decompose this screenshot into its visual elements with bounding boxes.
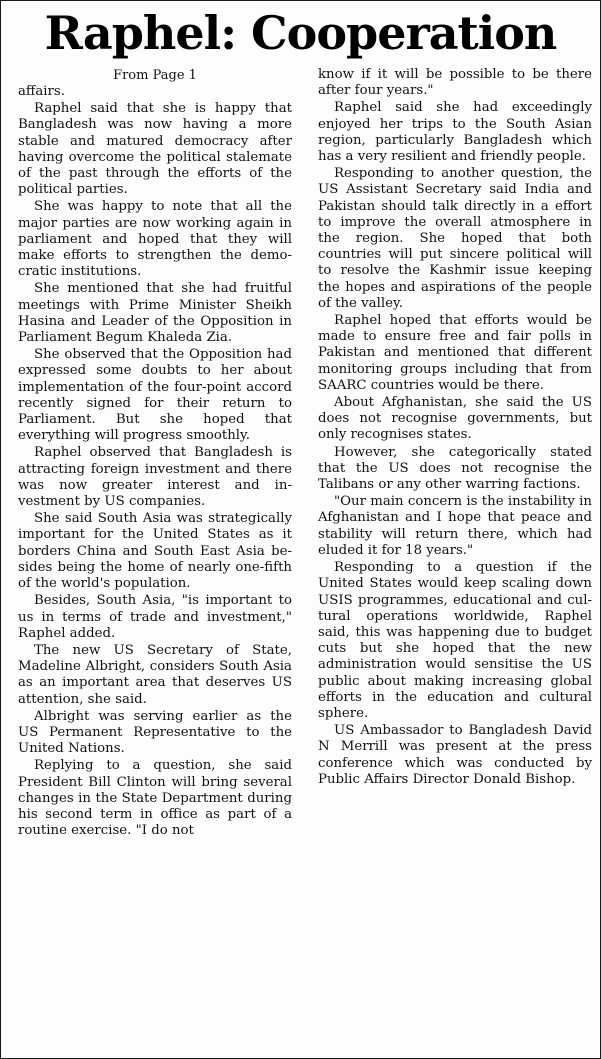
paragraph: However, she categorically stated that the US does not recognise the Talibans or any other warring factions. — [318, 444, 592, 493]
paragraph: Raphel hoped that efforts would be made to ensure free and fair polls in Pakistan and mentioned that different monitoring groups including that from SAARC countries would be there. — [318, 313, 592, 393]
paragraph: The new US Secretary of State, Madeline Albright, considers South Asia as an important area that deserves US attention, she said. — [18, 642, 292, 707]
paragraph: affairs. — [18, 84, 65, 99]
paragraph: She was happy to note that all the major parties are now working again in parliament and hoped that they will make efforts to strengthen the democratic institutions. — [18, 199, 292, 280]
jump-line: From Page 1 — [113, 68, 197, 83]
paragraph: know if it will be possible to be there after four years." — [318, 67, 592, 99]
paragraph: Besides, South Asia, "is important to us in terms of trade and investment," Raphel added. — [18, 593, 292, 641]
paragraph: Albright was serving earlier as the US Permanent Representative to the United Nations. — [18, 708, 292, 757]
paragraph: Raphel said she had exceedingly enjoyed her trips to the South Asian region, particularly Bangladesh which has a very resilient and friendly people. — [318, 100, 592, 165]
paragraph: "Our main concern is the instability in Afghanistan and I hope that peace and stability will return there, which had eluded it for 18 years." — [318, 494, 592, 558]
paragraph: She mentioned that she had fruitful meetings with Prime Minister Sheikh Hasina and Leader of the Opposition in Parliament Begum Khaleda Zia. — [18, 281, 292, 346]
left-column — [18, 67, 292, 840]
headline: Raphel: Cooperation — [44, 6, 557, 60]
right-column — [318, 67, 592, 789]
paragraph: She said South Asia was strategically important for the United States as it borders China and South East Asia besides being the home of nearly one-fifth of the world's population. — [18, 511, 292, 592]
paragraph: About Afghanistan, she said the US does not recognise governments, but only recognises states. — [318, 395, 592, 443]
paragraph: Responding to a question if the United States would keep scaling down USIS programmes, educational and cultural operations worldwide, Raphel said, this was happening due to budget cuts but she hoped that the new administration would sensitise the US public about making increasing global efforts in the education and cultural sphere. — [318, 560, 592, 721]
paragraph: Raphel said that she is happy that Bangladesh was now having a more stable and matured democracy after having overcome the political stalemate of the past through the efforts of the political parties. — [18, 101, 292, 198]
paragraph: Replying to a question, she said President Bill Clinton will bring several changes in the State Department during his second term in office as part of a routine exercise. "I do not — [18, 758, 292, 839]
paragraph: She observed that the Opposition had expressed some doubts to her about implementation of the four-point accord recently signed for their return to Parliament. But she hoped that everything will progress smoothly. — [18, 347, 292, 444]
paragraph: Responding to another question, the US Assistant Secretary said India and Pakistan should talk directly in a effort to improve the overall atmosphere in the region. She hoped that both countries will put sincere political will to resolve the Kashmir issue keeping the hopes and aspirations of the people of the valley. — [318, 166, 592, 311]
paragraph: US Ambassador to Bangladesh David N Merrill was present at the press conference which was conducted by Public Affairs Director Donald Bishop. — [318, 723, 592, 787]
paragraph: Raphel observed that Bangladesh is attracting foreign investment and there was now greater interest and investment by US companies. — [18, 445, 292, 510]
